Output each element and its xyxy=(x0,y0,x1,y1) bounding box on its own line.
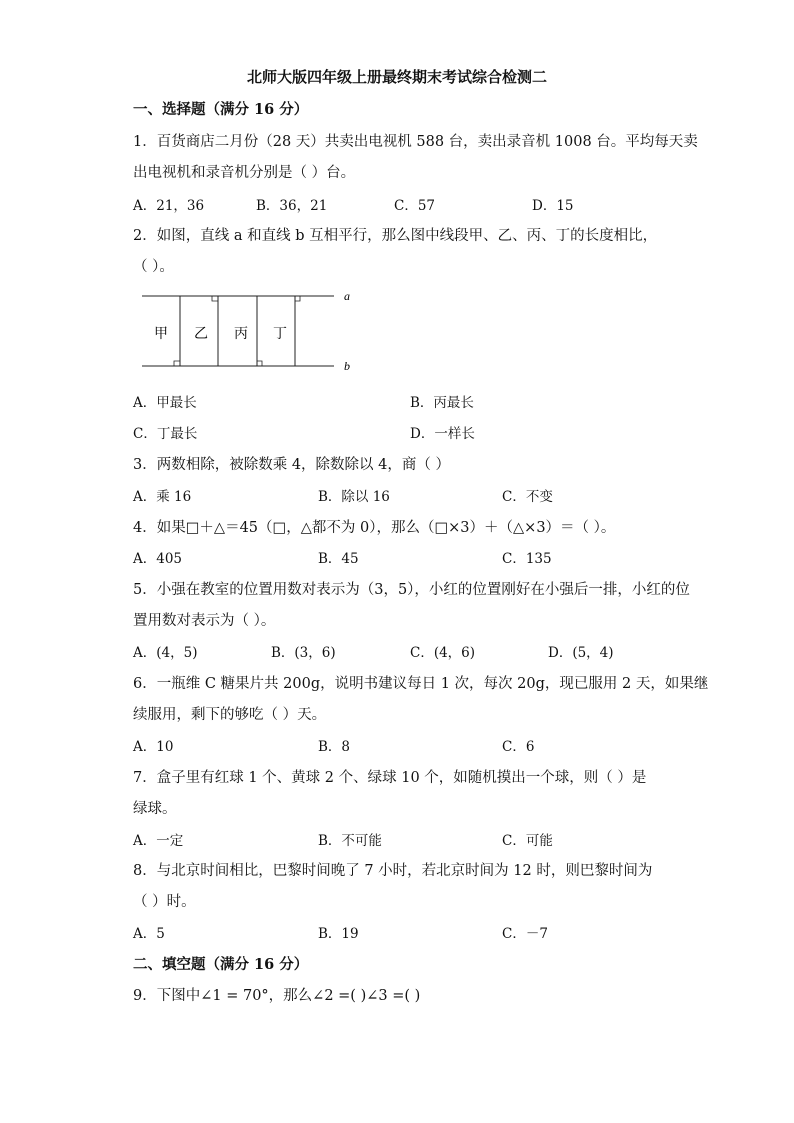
question-1-option-a[interactable]: A．21，36 xyxy=(133,198,205,214)
question-8-option-b[interactable]: B．19 xyxy=(318,926,359,942)
question-3-option-a[interactable]: A．乘 16 xyxy=(133,489,192,505)
segment-label-bing: 丙 xyxy=(234,326,248,342)
question-8-text: 8．与北京时间相比，巴黎时间晚了 7 小时，若北京时间为 12 时，则巴黎时间为 xyxy=(133,863,653,879)
question-5-text-cont: 置用数对表示为（ ）。 xyxy=(133,613,276,629)
segment-label-yi: 乙 xyxy=(194,326,208,342)
question-5-option-d[interactable]: D．(5，4) xyxy=(548,645,614,661)
question-4-option-c[interactable]: C．135 xyxy=(502,551,552,567)
question-8-text-cont: （ ）时。 xyxy=(133,894,196,910)
question-6-text-cont: 续服用，剩下的够吃（ ）天。 xyxy=(133,707,327,723)
question-5-text: 5．小强在教室的位置用数对表示为（3，5），小红的位置刚好在小强后一排，小红的位 xyxy=(133,582,690,598)
question-2-option-b[interactable]: B．丙最长 xyxy=(410,395,474,411)
question-1-option-b[interactable]: B．36，21 xyxy=(256,198,328,214)
question-5-option-c[interactable]: C．(4，6) xyxy=(410,645,476,661)
question-6-option-c[interactable]: C．6 xyxy=(502,739,535,755)
question-2-option-d[interactable]: D．一样长 xyxy=(410,426,475,442)
question-2-text: 2．如图，直线 a 和直线 b 互相平行，那么图中线段甲、乙、丙、丁的长度相比， xyxy=(133,228,658,244)
question-2-option-c[interactable]: C．丁最长 xyxy=(133,426,198,442)
question-7-text: 7．盒子里有红球 1 个、黄球 2 个、绿球 10 个，如随机摸出一个球，则（ ）是 xyxy=(133,770,647,786)
question-3-option-c[interactable]: C．不变 xyxy=(502,489,553,505)
line-b-label: b xyxy=(344,359,350,373)
question-3-text: 3．两数相除，被除数乘 4，除数除以 4，商（ ） xyxy=(133,457,451,473)
question-6-option-b[interactable]: B．8 xyxy=(318,739,351,755)
question-4-option-b[interactable]: B．45 xyxy=(318,551,359,567)
question-7-option-b[interactable]: B．不可能 xyxy=(318,833,382,849)
page-title: 北师大版四年级上册最终期末考试综合检测二 xyxy=(246,68,547,86)
segment-label-ding: 丁 xyxy=(273,326,287,342)
question-6-text: 6．一瓶维 C 糖果片共 200g，说明书建议每日 1 次，每次 20g，现已服用 2 天，如果继 xyxy=(133,676,709,692)
question-4-text: 4．如果□＋△＝45（□，△都不为 0），那么（□×3）＋（△×3）＝（ ）。 xyxy=(133,520,616,536)
section-heading-choice: 一、选择题（满分 16 分） xyxy=(133,101,309,118)
question-3-option-b[interactable]: B．除以 16 xyxy=(318,489,390,505)
question-2-text-cont: （ ）。 xyxy=(133,259,174,275)
question-1-option-c[interactable]: C．57 xyxy=(394,198,436,214)
question-8-option-a[interactable]: A．5 xyxy=(133,926,165,942)
question-7-option-a[interactable]: A．一定 xyxy=(133,833,184,849)
question-2-option-a[interactable]: A．甲最长 xyxy=(133,395,197,411)
question-5-option-b[interactable]: B．(3，6) xyxy=(271,645,336,661)
line-a-label: a xyxy=(344,289,350,303)
question-1-text: 1．百货商店二月份（28 天）共卖出电视机 588 台，卖出录音机 1008 台。平均每天卖 xyxy=(133,134,698,150)
question-1-text-cont: 出电视机和录音机分别是（ ）台。 xyxy=(133,165,356,181)
question-4-option-a[interactable]: A．405 xyxy=(133,551,183,567)
question-5-option-a[interactable]: A．(4，5) xyxy=(133,645,198,661)
question-9-text: 9．下图中∠1 = 70°，那么∠2 =( )∠3 =( ) xyxy=(133,988,421,1004)
section-heading-fill: 二、填空题（满分 16 分） xyxy=(133,956,309,973)
question-1-option-d[interactable]: D．15 xyxy=(532,198,574,214)
parallel-lines-figure xyxy=(138,288,358,378)
question-6-option-a[interactable]: A．10 xyxy=(133,739,174,755)
question-7-option-c[interactable]: C．可能 xyxy=(502,833,553,849)
question-8-option-c[interactable]: C．－7 xyxy=(502,926,548,942)
segment-label-jia: 甲 xyxy=(154,326,168,342)
question-7-text-cont: 绿球。 xyxy=(133,801,177,817)
